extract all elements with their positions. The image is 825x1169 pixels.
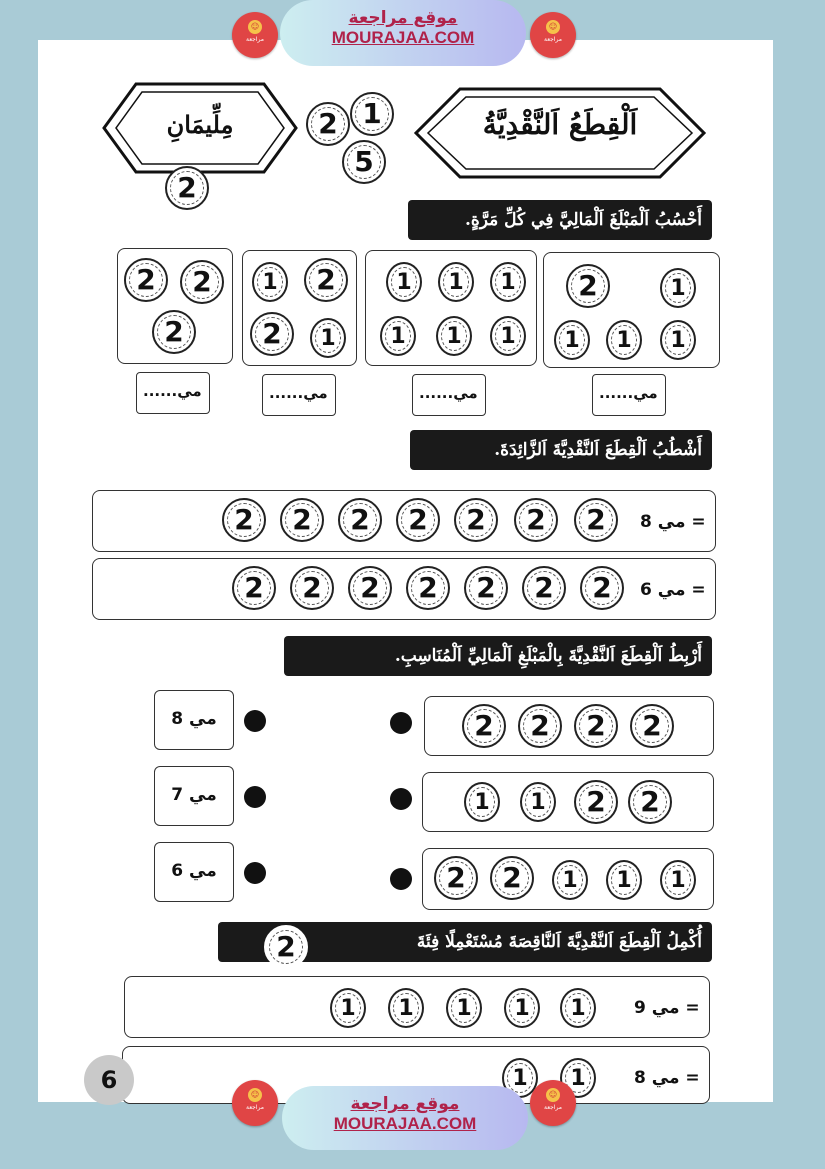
coin-2-icon: 2 [630,704,674,748]
ex1-answer-field[interactable]: ......مي [136,372,210,414]
coin-1-icon: 1 [330,988,366,1028]
coin-1-icon: 1 [554,320,590,360]
coin-2-icon: 2 [566,264,610,308]
coin-2-icon[interactable]: 2 [338,498,382,542]
ex3-amount-3[interactable]: 6 مي [154,842,234,902]
coin-1-icon: 1 [446,988,482,1028]
coin-2-icon[interactable]: 2 [406,566,450,610]
section-3-heading: أَرْبِطُ اَلْقِطَعَ اَلنَّقْدِيَّةَ بِالْمَبْلَغِ اَلْمَالِيِّ اَلْمُنَاسِبِ. [284,636,712,676]
section-4-coin-2-icon: 2 [264,925,308,969]
site-name-ar: موقع مراجعة [350,1094,460,1114]
ex1-answer-field[interactable]: ......مي [262,374,336,416]
site-logo-right-top: ☺ مراجعة [530,12,576,58]
coin-1-icon: 1 [310,318,346,358]
ex4-row-1-amount: 9 مي = [634,998,700,1018]
coin-1-icon: 1 [606,860,642,900]
coin-1-icon: 1 [660,268,696,308]
coin-1-icon: 1 [490,262,526,302]
ex1-answer-field[interactable]: ......مي [412,374,486,416]
coin-1-icon: 1 [438,262,474,302]
coin-2-icon: 2 [574,780,618,824]
coin-2-icon[interactable]: 2 [290,566,334,610]
ex3-left-dot[interactable] [244,862,266,884]
ex2-row-1-amount: 8 مي = [640,512,706,532]
coin-2-icon: 2 [462,704,506,748]
page-number: 6 [84,1055,134,1105]
ex3-right-dot[interactable] [390,712,412,734]
coin-1-icon: 1 [388,988,424,1028]
coin-1-icon: 1 [464,782,500,822]
coin-1-icon: 1 [560,1058,596,1098]
coin-2-icon[interactable]: 2 [232,566,276,610]
page-title: اَلْقِطَعُ اَلنَّقْدِيَّةُ [482,108,638,141]
coin-2-icon: 2 [628,780,672,824]
coin-2-icon[interactable]: 2 [454,498,498,542]
coin-1-icon: 1 [560,988,596,1028]
coin-2-icon: 2 [304,258,348,302]
coin-2-icon[interactable]: 2 [396,498,440,542]
coin-1-icon: 1 [386,262,422,302]
coin-1-icon: 1 [490,316,526,356]
section-4-text: أُكْمِلُ اَلْقِطَعَ اَلنَّقْدِيَّةَ اَلنَّاقِصَةَ مُسْتَعْمِلًا فِئَةَ [416,932,702,952]
ex1-answer-field[interactable]: ......مي [592,374,666,416]
ex3-right-dot[interactable] [390,868,412,890]
coin-2-icon: 2 [250,312,294,356]
coin-2-icon[interactable]: 2 [574,498,618,542]
coin-2-icon: 2 [152,310,196,354]
coin-2-icon: 2 [434,856,478,900]
coin-2-icon[interactable]: 2 [280,498,324,542]
sample-coin-1-icon: 1 [350,92,394,136]
coin-1-icon: 1 [520,782,556,822]
coin-1-icon: 1 [252,262,288,302]
ex3-amount-2[interactable]: 7 مي [154,766,234,826]
coin-1-icon: 1 [660,320,696,360]
ex3-left-dot[interactable] [244,786,266,808]
coin-2-icon: 2 [124,258,168,302]
unit-label: مِلِّيمَانِ [166,110,234,139]
coin-2-icon[interactable]: 2 [464,566,508,610]
coin-1-icon: 1 [504,988,540,1028]
site-name-en: MOURAJAA.COM [331,28,475,47]
ex3-right-dot[interactable] [390,788,412,810]
site-logo-left-bottom: ☺ مراجعة [232,1080,278,1126]
ex3-left-dot[interactable] [244,710,266,732]
coin-2-icon[interactable]: 2 [348,566,392,610]
sample-coin-2-icon: 2 [306,102,350,146]
coin-2-icon: 2 [180,260,224,304]
coin-2-icon: 2 [574,704,618,748]
coin-1-icon: 1 [552,860,588,900]
site-banner-top[interactable] [280,0,526,66]
site-logo-left-top: ☺ مراجعة [232,12,278,58]
ex4-row-2-amount: 8 مي = [634,1068,700,1088]
site-name-en: MOURAJAA.COM [333,1114,477,1133]
coin-1-icon: 1 [502,1058,538,1098]
sample-coin-5-icon: 5 [342,140,386,184]
ex3-amount-1[interactable]: 8 مي [154,690,234,750]
site-logo-right-bottom: ☺ مراجعة [530,1080,576,1126]
coin-2-icon[interactable]: 2 [522,566,566,610]
coin-1-icon: 1 [606,320,642,360]
section-1-heading: أَحْسُبُ اَلْمَبْلَغَ اَلْمَالِيَّ فِي كُلِّ مَرَّةٍ. [408,200,712,240]
coin-1-icon: 1 [380,316,416,356]
site-banner-bottom[interactable] [282,1086,528,1150]
coin-2-icon: 2 [490,856,534,900]
ex2-row-2-amount: 6 مي = [640,580,706,600]
site-name-ar: موقع مراجعة [348,8,458,28]
coin-2-icon: 2 [518,704,562,748]
coin-2-icon[interactable]: 2 [222,498,266,542]
coin-1-icon: 1 [660,860,696,900]
section-2-heading: أَشْطُبُ اَلْقِطَعَ اَلنَّقْدِيَّةَ اَلزَّائِدَةَ. [410,430,712,470]
coin-2-icon[interactable]: 2 [514,498,558,542]
unit-coin-2-icon: 2 [165,166,209,210]
coin-2-icon[interactable]: 2 [580,566,624,610]
coin-1-icon: 1 [436,316,472,356]
